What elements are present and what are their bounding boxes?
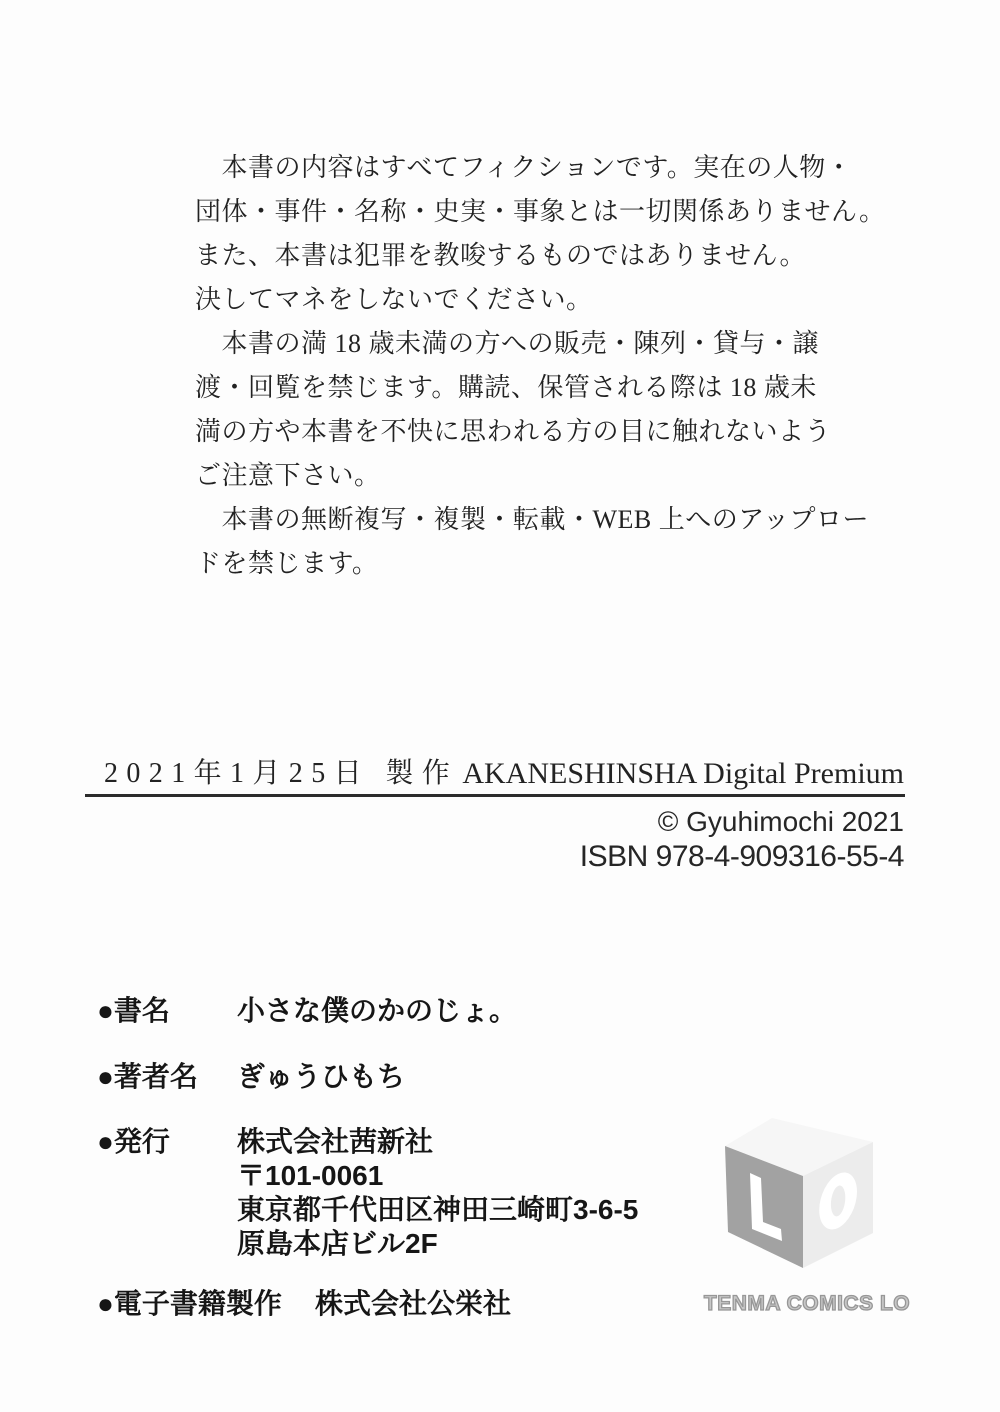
production-date: 2021年1月25日 製作 [104,758,459,789]
disclaimer-line: 本書の内容はすべてフィクションです。実在の人物・ [195,153,853,182]
book-title: 小さな僕のかのじょ。 [237,995,518,1026]
isbn-number: ISBN 978-4-909316-55-4 [579,840,904,873]
copyright-line: © Gyuhimochi 2021 [657,806,904,837]
publisher-brand: AKANESHINSHA Digital Premium [462,757,904,790]
divider-rule [85,794,905,797]
disclaimer-line: 本書の満 18 歳未満の方への販売・陳列・貸与・譲 [195,329,820,358]
publisher-address-line: 株式会社茜新社 [237,1126,434,1157]
publisher-address [237,1125,638,1261]
disclaimer-line: 本書の無断複写・複製・転載・WEB 上へのアップロー [195,505,869,534]
book-title-label: ●書名 [97,995,170,1026]
author-label: ●著者名 [97,1061,198,1092]
author-name: ぎゅうひもち [237,1061,406,1092]
publisher-label: ●発行 [97,1126,170,1157]
disclaimer-line: ご注意下さい。 [195,461,381,490]
publisher-address-line: 原島本店ビル2F [237,1228,438,1259]
disclaimer-line: 渡・回覧を禁じます。購読、保管される際は 18 歳未 [195,373,817,402]
disclaimer-line: また、本書は犯罪を教唆するものではありません。 [195,241,807,270]
publisher-address-line: 〒101-0061 [237,1160,384,1191]
disclaimer-line: 決してマネをしないでください。 [195,285,593,314]
ebook-producer: 株式会社公栄社 [315,1288,512,1319]
disclaimer-line: ドを禁じます。 [195,549,379,578]
tenma-lo-wordmark: TENMA COMICS LO [703,1292,911,1315]
disclaimer-text [195,146,886,586]
tenma-lo-cube-icon [700,1105,910,1290]
ebook-production-label: ●電子書籍製作 [97,1288,282,1319]
disclaimer-line: 満の方や本書を不快に思われる方の目に触れないよう [195,417,832,446]
publisher-address-line: 東京都千代田区神田三崎町3-6-5 [237,1194,639,1225]
disclaimer-line: 団体・事件・名称・史実・事象とは一切関係ありません。 [195,197,886,226]
